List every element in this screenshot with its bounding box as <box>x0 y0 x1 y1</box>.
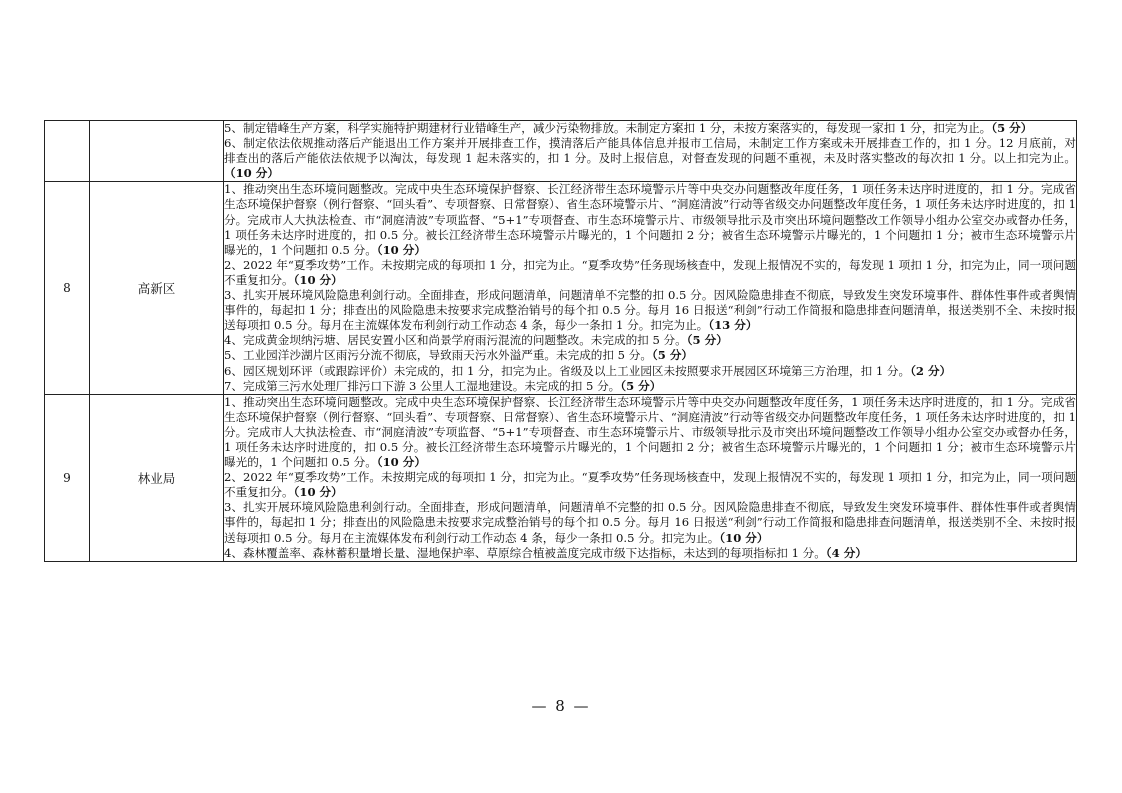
criteria-item <box>224 333 1076 348</box>
row-number-cell: 9 <box>45 394 90 561</box>
criteria-text: 4、完成黄金坝纳污塘、居民安置小区和尚景学府雨污混流的问题整改。未完成的扣 5 分。 <box>224 333 687 348</box>
criteria-points: （10 分） <box>719 530 769 545</box>
unit-cell: 林业局 <box>90 394 224 561</box>
criteria-text: 6、制定依法依规推动落后产能退出工作方案并开展排查工作，摸清落后产能具体信息并报市工信局，未制定工作方案或未开展排查工作的，扣 1 分。12 月底前，对排查出的落后产能依法依规予以淘汰，每发现 1 起未落实的，扣 1 分。及时上报信息，对督查发现的问题不重视，未及时落实整改的每次扣 1 分。以上扣完为止。 <box>224 136 1076 166</box>
criteria-item <box>224 136 1076 181</box>
page-number: — 8 — <box>531 697 591 715</box>
criteria-text: 3、扎实开展环境风险隐患利剑行动。全面排查，形成问题清单，问题清单不完整的扣 0.5 分。因风险隐患排查不彻底，导致发生突发环境事件、群体性事件或者舆情事件的，每起扣 1 分；排查出的风险隐患未按要求完成整治销号的每个扣 0.5 分。每月 16 日报送“利剑”行动工作简报和隐患排查问题清单，报送类别不全、未按时报送每项扣 0.5 分。每月在主流媒体发布利剑行动工作动态 4 条，每少一条扣 0.5 分。扣完为止。 <box>224 500 1076 545</box>
unit-cell <box>90 121 224 182</box>
criteria-points: （5 分） <box>620 378 662 393</box>
criteria-text: 2、2022 年“夏季攻势”工作。未按期完成的每项扣 1 分，扣完为止。“夏季攻势”任务现场核查中，发现上报情况不实的，每发现 1 项扣 1 分，扣完为止，同一项问题不重复扣分。 <box>224 470 1076 500</box>
criteria-item <box>224 258 1076 288</box>
criteria-text: 5、制定错峰生产方案，科学实施特护期建材行业错峰生产，减少污染物排放。未制定方案扣 1 分，未按方案落实的，每发现一家扣 1 分，扣完为止。 <box>224 121 992 135</box>
criteria-text: 1、推动突出生态环境问题整改。完成中央生态环境保护督察、长江经济带生态环境警示片等中央交办问题整改年度任务，1 项任务未达序时进度的，扣 1 分。完成省生态环境保护督察（例行督察、“回头看”、专项督察、日常督察）、省生态环境警示片、“洞庭清波”行动等省级交办问题整改年度任务，1 项任务未达序时进度的，扣 1 分。完成市人大执法检查、市“洞庭清波”专项监督、“5+1”专项督查、市生态环境警示片、市级领导批示及市突出环境问题整改工作领导小组办公室交办或督办任务，1 项任务未达序时进度的，扣 0.5 分。被长江经济带生态环境警示片曝光的，1 个问题扣 2 分；被省生态环境警示片曝光的，1 个问题扣 1 分；被市生态环境警示片曝光的，1 个问题扣 0.5 分。 <box>224 394 1076 470</box>
criteria-item <box>224 395 1076 470</box>
criteria-item <box>224 500 1076 545</box>
criteria-cell <box>224 394 1077 561</box>
criteria-points: （4 分） <box>825 545 867 560</box>
criteria-points: （5 分） <box>991 121 1033 135</box>
criteria-points: （5 分） <box>651 348 694 363</box>
criteria-item <box>224 379 1076 394</box>
table-row <box>45 121 1077 182</box>
unit-cell: 高新区 <box>90 182 224 394</box>
assessment-table <box>44 120 1077 562</box>
row-number-cell: 8 <box>45 182 90 394</box>
criteria-points: （2 分） <box>910 363 952 378</box>
criteria-item <box>224 182 1076 257</box>
criteria-text: 2、2022 年“夏季攻势”工作。未按期完成的每项扣 1 分，扣完为止。“夏季攻势”任务现场核查中，发现上报情况不实的，每发现 1 项扣 1 分，扣完为止，同一项问题不重复扣分。 <box>224 257 1076 287</box>
criteria-text: 5、工业园洋沙湖片区雨污分流不彻底，导致雨天污水外溢严重。未完成的扣 5 分。 <box>224 348 652 363</box>
criteria-text: 3、扎实开展环境风险隐患利剑行动。全面排查，形成问题清单，问题清单不完整的扣 0.5 分。因风险隐患排查不彻底，导致发生突发环境事件、群体性事件或者舆情事件的，每起扣 1 分；排查出的风险隐患未按要求完成整治销号的每个扣 0.5 分。每月 16 日报送“利剑”行动工作简报和隐患排查问题清单，报送类别不全、未按时报送每项扣 0.5 分。每月在主流媒体发布利剑行动工作动态 4 条，每少一条扣 1 分。扣完为止。 <box>224 288 1076 333</box>
row-number-cell <box>45 121 90 182</box>
criteria-points: （10 分） <box>376 242 426 257</box>
criteria-item <box>224 470 1076 500</box>
criteria-item <box>224 348 1076 363</box>
criteria-item <box>224 546 1076 561</box>
criteria-text: 4、森林覆盖率、森林蓄积量增长量、湿地保护率、草原综合植被盖度完成市级下达指标，未达到的每项指标扣 1 分。 <box>224 545 826 560</box>
table-row <box>45 394 1077 561</box>
criteria-points: （10 分） <box>293 272 343 287</box>
criteria-text: 6、园区规划环评（或跟踪评价）未完成的，扣 1 分，扣完为止。省级及以上工业园区未按照要求开展园区环境第三方治理，扣 1 分。 <box>224 363 911 378</box>
criteria-points: （5 分） <box>686 333 728 348</box>
criteria-text: 1、推动突出生态环境问题整改。完成中央生态环境保护督察、长江经济带生态环境警示片等中央交办问题整改年度任务，1 项任务未达序时进度的，扣 1 分。完成省生态环境保护督察（例行督察、“回头看”、专项督察、日常督察）、省生态环境警示片、“洞庭清波”行动等省级交办问题整改年度任务，1 项任务未达序时进度的，扣 1 分。完成市人大执法检查、市“洞庭清波”专项监督、“5+1”专项督查、市生态环境警示片、市级领导批示及市突出环境问题整改工作领导小组办公室交办或督办任务，1 项任务未达序时进度的，扣 0.5 分。被长江经济带生态环境警示片曝光的，1 个问题扣 2 分；被省生态环境警示片曝光的，1 个问题扣 1 分；被市生态环境警示片曝光的，1 个问题扣 0.5 分。 <box>224 182 1076 257</box>
criteria-points: （10 分） <box>376 455 426 470</box>
criteria-item <box>224 288 1076 333</box>
criteria-cell <box>224 182 1077 394</box>
criteria-points: （13 分） <box>708 318 758 333</box>
criteria-item <box>224 364 1076 379</box>
criteria-cell <box>224 121 1077 182</box>
criteria-points: （10 分） <box>293 485 343 500</box>
criteria-text: 7、完成第三污水处理厂排污口下游 3 公里人工湿地建设。未完成的扣 5 分。 <box>224 378 621 393</box>
criteria-item <box>224 121 1076 136</box>
table-row <box>45 182 1077 394</box>
criteria-points: （10 分） <box>224 166 279 181</box>
